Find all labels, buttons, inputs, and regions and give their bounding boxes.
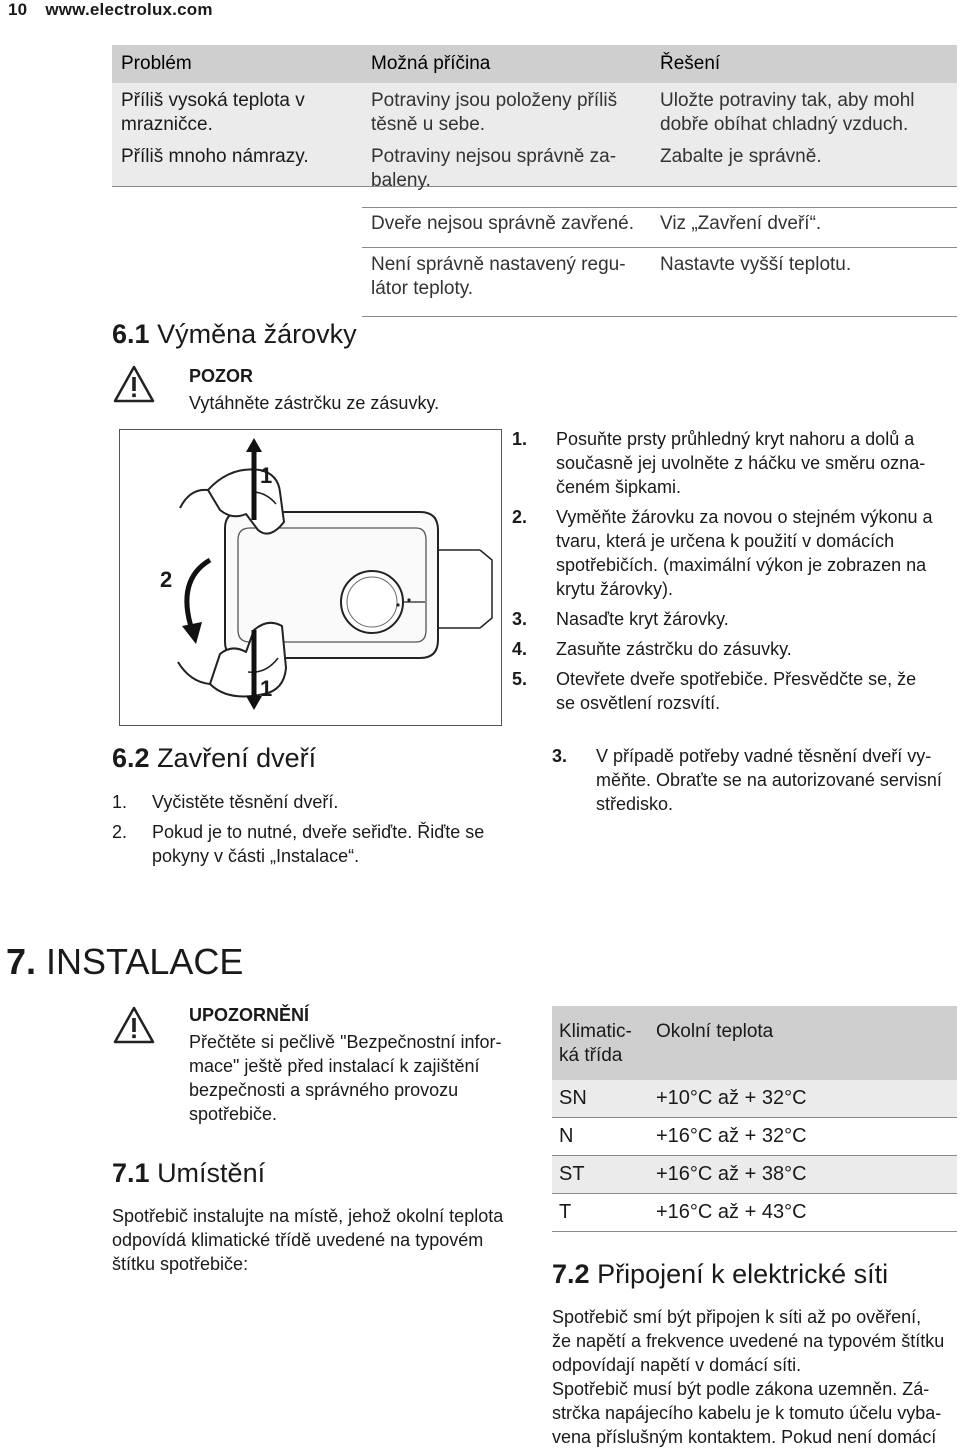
step-number: 1. [112,792,128,812]
placement-paragraph [112,1204,532,1276]
header-cause: Možná příčina [371,53,491,74]
solution-line: Zabalte je správně. [660,146,822,167]
table-row [552,1156,957,1194]
warning-line: spotřebiče. [189,1104,278,1124]
arrow-label-1-top: 1 [260,463,273,488]
electrical-paragraph [552,1305,957,1449]
paragraph-line: vena příslušným kontaktem. Pokud není domácí [552,1427,937,1447]
problem-cell [121,89,361,137]
temp-cell: +16°C až + 32°C [656,1125,807,1147]
header-line: ká třída [559,1045,623,1066]
warning-text: Vytáhněte zástrčku ze zásuvky. [189,393,440,413]
warning-line: bezpečnosti a správného provozu [189,1080,459,1100]
class-cell: SN [559,1087,587,1109]
header-problem: Problém [121,53,192,74]
step-line: Vyčistěte těsnění dveří. [152,792,339,812]
cause-line: Není správně nastavený regu- [371,254,626,275]
table-header-row [112,45,957,83]
section-number: 6.2 [112,743,150,773]
problem-line: Příliš vysoká teplota v [121,90,305,111]
site-url: www.electrolux.com [45,0,213,19]
chapter-heading-7 [6,940,243,984]
paragraph-line: odpovídá klimatické třídě uvedené na typovém [112,1230,484,1250]
section-heading-6-2 [112,742,316,774]
solution-cell: Viz „Zavření dveří“. [660,213,822,234]
section-title: Zavření dveří [157,743,317,773]
lamp-steps-list [512,427,952,721]
step-line: současně jej uvolněte z háčku ve směru ozna- [556,453,926,473]
step-number: 2. [512,507,528,527]
header-climate-class [559,1020,649,1068]
list-item [112,790,512,814]
problem-cell [121,145,361,169]
cause-cell: Dveře nejsou správně zavřené. [371,213,634,234]
problem-line: mrazničce. [121,114,213,135]
cause-cell [371,253,651,301]
step-line: čeném šipkami. [556,477,682,497]
table-row [552,1118,957,1156]
cause-line: těsně u sebe. [371,114,486,135]
section-title: Výměna žárovky [157,319,357,349]
paragraph-line: že napětí a frekvence uvedené na typovém štítku [552,1331,945,1351]
lamp-cover-illustration [119,429,502,726]
warning-line: Přečtěte si pečlivě "Bezpečnostní infor- [189,1032,502,1052]
warning-triangle-icon [112,364,156,404]
step-line: Otevřete dveře spotřebiče. Přesvědčte se, že [556,669,917,689]
table-header-row [552,1006,957,1080]
arrow-label-2: 2 [160,567,173,592]
list-item [512,607,952,631]
cause-cell [371,145,651,193]
section-title: Připojení k elektrické síti [597,1259,889,1289]
table-row [112,83,957,191]
warning-triangle-icon [112,1005,156,1045]
paragraph-line: štítku spotřebiče: [112,1254,249,1274]
problem-line: Příliš mnoho námrazy. [121,146,309,167]
step-line: se osvětlení rozsvítí. [556,693,721,713]
chapter-title: INSTALACE [46,941,244,982]
section-number: 7.2 [552,1259,590,1289]
class-cell: N [559,1125,574,1147]
step-number: 5. [512,669,528,689]
door-steps-list [112,790,512,874]
step-number: 1. [512,429,528,449]
solution-cell: Nastavte vyšší teplotu. [660,254,852,275]
temp-cell: +16°C až + 38°C [656,1163,807,1185]
table-row [362,207,957,248]
header-solution: Řešení [660,53,721,74]
cause-cell [371,89,651,137]
warning-text [189,1030,529,1126]
list-item [512,637,952,661]
step-line: měňte. Obraťte se na autorizované servisní [596,770,942,790]
temp-cell: +16°C až + 43°C [656,1201,807,1223]
page-number: 10 [8,0,28,19]
page-header [8,0,213,20]
step-line: V případě potřeby vadné těsnění dveří vy- [596,746,932,766]
cause-line: látor teploty. [371,278,474,299]
step-line: Zasuňte zástrčku do zásuvky. [556,639,792,659]
step-number: 2. [112,822,128,842]
cause-line: Potraviny nejsou správně za- [371,146,617,167]
temp-cell: +10°C až + 32°C [656,1087,807,1109]
step-line: Vyměňte žárovku za novou o stejném výkonu a [556,507,933,527]
step-line: spotřebičích. (maximální výkon je zobrazen na [556,555,927,575]
header-ambient-temp: Okolní teplota [656,1021,774,1042]
list-item [512,427,952,499]
paragraph-line: strčka napájecího kabelu je k tomuto účelu vyba- [552,1403,942,1423]
step-number: 3. [512,609,528,629]
class-cell: ST [559,1163,585,1185]
warning-line: mace" ještě před instalací k zajištění [189,1056,480,1076]
solution-line: Uložte potraviny tak, aby mohl [660,90,915,111]
section-heading-7-1 [112,1157,265,1189]
paragraph-line: odpovídají napětí v domácí síti. [552,1355,802,1375]
class-cell: T [559,1201,572,1223]
step-number: 3. [552,746,568,766]
paragraph-line: Spotřebič musí být podle zákona uzemněn. Zá- [552,1379,930,1399]
door-steps-list-right [552,744,952,822]
step-line: Nasaďte kryt žárovky. [556,609,729,629]
solution-cell [660,89,955,141]
arrow-label-1-bottom: 1 [260,676,273,701]
section-title: Umístění [157,1158,266,1188]
header-line: Klimatic- [559,1021,632,1042]
step-line: Posuňte prsty průhledný kryt nahoru a dolů a [556,429,915,449]
cause-line: baleny. [371,170,431,191]
section-heading-7-2 [552,1258,888,1290]
step-number: 4. [512,639,528,659]
section-number: 6.1 [112,319,150,349]
step-line: Pokud je to nutné, dveře seřiďte. Řiďte se [152,822,485,842]
section-heading-6-1 [112,318,357,350]
list-item [112,820,512,868]
solution-cell [660,145,955,169]
warning-title: POZOR [189,366,254,386]
table-row [552,1194,957,1232]
step-line: krytu žárovky). [556,579,674,599]
step-line: středisko. [596,794,674,814]
solution-line: dobře obíhat chladný vzduch. [660,114,909,135]
chapter-number: 7. [6,941,37,982]
paragraph-line: Spotřebič smí být připojen k síti až po ověření, [552,1307,922,1327]
list-item [552,744,952,816]
list-item [512,667,952,715]
table-row [552,1080,957,1118]
step-line: pokyny v části „Instalace“. [152,846,360,866]
table-row [362,249,957,317]
list-item [512,505,952,601]
cause-line: Potraviny jsou položeny příliš [371,90,618,111]
section-number: 7.1 [112,1158,150,1188]
warning-title: UPOZORNĚNÍ [189,1005,310,1025]
paragraph-line: Spotřebič instalujte na místě, jehož okolní teplota [112,1206,504,1226]
step-line: tvaru, která je určena k použití v domácích [556,531,895,551]
